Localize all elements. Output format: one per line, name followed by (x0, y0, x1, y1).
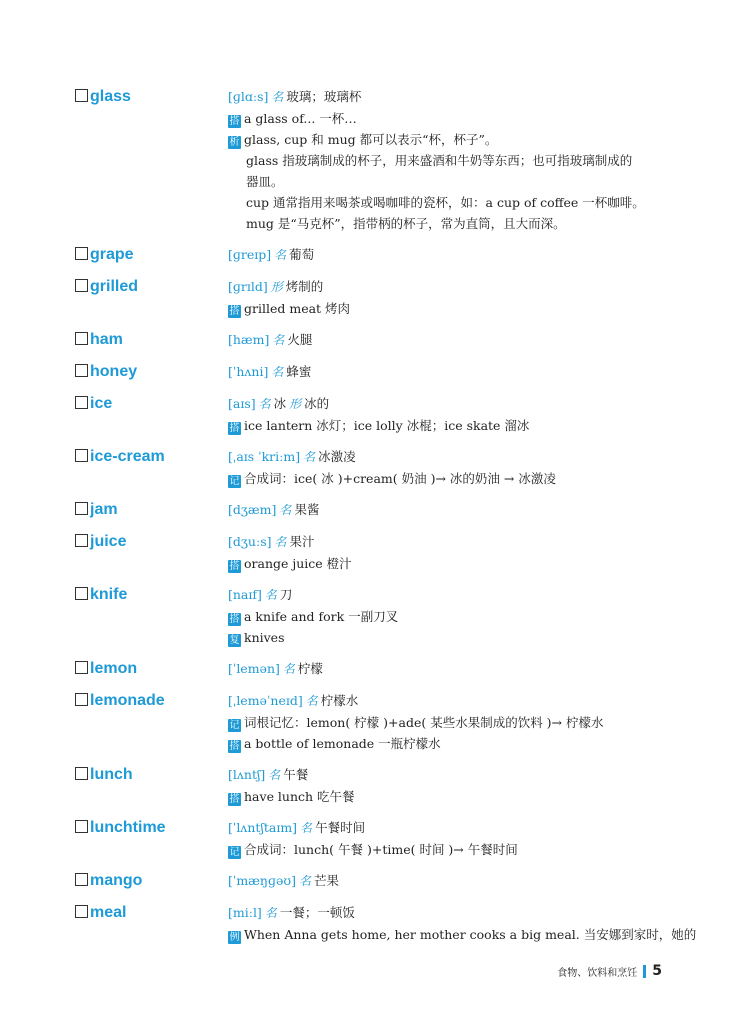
checkbox-icon[interactable] (75, 767, 88, 780)
part-of-speech: 名 (274, 248, 287, 262)
entry-headword (0, 329, 228, 351)
entry-body (228, 584, 678, 648)
phonetic: [ˌaɪs ˈkriːm] (228, 449, 301, 464)
phonetic: [dʒæm] (228, 502, 277, 517)
checkbox-icon[interactable] (75, 587, 88, 600)
checkbox-icon[interactable] (75, 247, 88, 260)
note-line (228, 415, 678, 436)
vocab-list (0, 86, 750, 955)
definition-line (228, 690, 678, 712)
note-line (228, 712, 678, 733)
part-of-speech: 名 (279, 503, 292, 517)
note-text: 合成词：ice( 冰 )+cream( 奶油 )→ 冰的奶油 → 冰激凌 (244, 471, 556, 486)
entry-headword (0, 870, 228, 892)
definition-line (228, 244, 678, 266)
definition-line (228, 584, 678, 606)
entry-body (228, 902, 697, 945)
definition-text: 冰激凌 (318, 449, 356, 464)
checkbox-icon[interactable] (75, 693, 88, 706)
part-of-speech: 名 (264, 588, 277, 602)
note-tag-icon: 搭 (229, 614, 240, 625)
footer-divider (643, 965, 646, 978)
entry-headword (0, 446, 228, 489)
definition-line (228, 393, 678, 415)
note-text: When Anna gets home, her mother cooks a big meal. 当安娜到家时，她的 (244, 927, 697, 942)
vocab-entry (0, 393, 750, 436)
headword-text: grilled (90, 278, 139, 295)
checkbox-icon[interactable] (75, 534, 88, 547)
definition-text: 冰的 (304, 396, 330, 411)
entry-headword (0, 86, 228, 234)
part-of-speech: 名 (264, 906, 277, 920)
entry-headword (0, 902, 228, 945)
entry-headword (0, 817, 228, 860)
phonetic: [dʒuːs] (228, 534, 272, 549)
note-text: glass, cup 和 mug 都可以表示“杯，杯子”。 (244, 132, 498, 147)
note-line (228, 298, 678, 319)
part-of-speech: 名 (303, 450, 316, 464)
entry-body (228, 86, 678, 234)
note-text: knives (244, 630, 285, 645)
phonetic: [ˈlʌntʃtaɪm] (228, 820, 298, 835)
note-text: orange juice 橙汁 (244, 556, 352, 571)
note-continuation (228, 213, 678, 234)
part-of-speech: 名 (274, 535, 287, 549)
definition-text: 玻璃；玻璃杯 (286, 89, 362, 104)
checkbox-icon[interactable] (75, 396, 88, 409)
headword-text: lemon (90, 660, 138, 677)
entry-body (228, 531, 678, 574)
note-text: a glass of... 一杯… (244, 111, 357, 126)
definition-text: 午餐时间 (315, 820, 366, 835)
definition-line (228, 329, 678, 351)
headword-text: lemonade (90, 692, 165, 709)
headword-text: ham (90, 331, 123, 348)
note-text: a bottle of lemonade 一瓶柠檬水 (244, 736, 441, 751)
vocab-entry (0, 764, 750, 807)
note-tag-icon: 搭 (229, 741, 240, 752)
entry-body (228, 329, 678, 351)
definition-text: 一餐；一顿饭 (279, 905, 355, 920)
phonetic: [aɪs] (228, 396, 256, 411)
checkbox-icon[interactable] (75, 332, 88, 345)
headword-text: jam (90, 501, 118, 518)
note-tag-icon: 搭 (229, 561, 240, 572)
entry-headword (0, 690, 228, 754)
definition-text: 冰 (273, 396, 287, 411)
vocab-entry (0, 584, 750, 648)
definition-text: 果酱 (294, 502, 320, 517)
note-line (228, 468, 678, 489)
definition-line (228, 902, 678, 924)
phonetic: [ˈmæŋɡəʊ] (228, 873, 296, 888)
note-line (228, 733, 678, 754)
vocab-entry (0, 276, 750, 319)
headword-text: glass (90, 88, 131, 105)
note-continuation (228, 150, 678, 171)
checkbox-icon[interactable] (75, 905, 88, 918)
definition-line (228, 446, 678, 468)
phonetic: [ˈhʌni] (228, 364, 269, 379)
note-line (228, 839, 678, 860)
headword-text: lunch (90, 766, 133, 783)
entry-body (228, 361, 678, 383)
definition-line (228, 361, 678, 383)
vocab-entry (0, 902, 750, 945)
definition-text: 蜂蜜 (286, 364, 312, 379)
definition-text: 葡萄 (289, 247, 315, 262)
entry-body (228, 446, 678, 489)
note-text: ice lantern 冰灯；ice lolly 冰棍；ice skate 溜冰 (244, 418, 530, 433)
note-tag-icon: 搭 (229, 794, 240, 805)
note-tag-icon: 搭 (229, 423, 240, 434)
phonetic: [lʌntʃ] (228, 767, 266, 782)
entry-body (228, 499, 678, 521)
definition-line (228, 870, 678, 892)
part-of-speech: 名 (305, 694, 318, 708)
page-footer (557, 963, 662, 979)
definition-text: 果汁 (289, 534, 315, 549)
note-line (228, 606, 678, 627)
checkbox-icon[interactable] (75, 449, 88, 462)
phonetic: [ɡlɑːs] (228, 89, 269, 104)
note-line (228, 786, 678, 807)
definition-line (228, 276, 678, 298)
note-line (228, 108, 678, 129)
headword-text: knife (90, 586, 128, 603)
vocab-entry (0, 86, 750, 234)
definition-text: 烤制的 (285, 279, 324, 294)
entry-body (228, 658, 678, 680)
note-text: grilled meat 烤肉 (244, 301, 351, 316)
vocab-entry (0, 531, 750, 574)
headword-text: meal (90, 904, 127, 921)
note-text: cup 通常指用来喝茶或喝咖啡的瓷杯，如：a cup of coffee 一杯咖啡。 (246, 195, 645, 210)
entry-headword (0, 276, 228, 319)
vocab-entry (0, 870, 750, 892)
part-of-speech: 名 (271, 365, 284, 379)
checkbox-icon[interactable] (75, 364, 88, 377)
note-tag-icon: 搭 (229, 116, 240, 127)
note-text: 词根记忆：lemon( 柠檬 )+ade( 某些水果制成的饮料 )→ 柠檬水 (244, 715, 604, 730)
note-tag-icon: 记 (229, 476, 240, 487)
note-text: 器皿。 (246, 174, 284, 189)
checkbox-icon[interactable] (75, 661, 88, 674)
part-of-speech: 名 (299, 874, 312, 888)
checkbox-icon[interactable] (75, 502, 88, 515)
part-of-speech: 名 (258, 397, 271, 411)
entry-headword (0, 764, 228, 807)
headword-text: grape (90, 246, 134, 263)
note-text: glass 指玻璃制成的杯子，用来盛酒和牛奶等东西；也可指玻璃制成的 (246, 153, 633, 168)
headword-text: honey (90, 363, 138, 380)
page-number: 5 (652, 963, 662, 979)
note-text: 合成词：lunch( 午餐 )+time( 时间 )→ 午餐时间 (244, 842, 518, 857)
checkbox-icon[interactable] (75, 279, 88, 292)
phonetic: [hæm] (228, 332, 270, 347)
note-tag-icon: 记 (229, 847, 240, 858)
definition-text: 柠檬 (297, 661, 323, 676)
definition-text: 柠檬水 (320, 693, 359, 708)
note-line (228, 553, 678, 574)
entry-body (228, 244, 678, 266)
entry-body (228, 817, 678, 860)
part-of-speech: 形 (270, 280, 283, 294)
phonetic: [ɡreɪp] (228, 247, 272, 262)
definition-text: 午餐 (283, 767, 309, 782)
entry-body (228, 276, 678, 319)
note-tag-icon: 记 (229, 720, 240, 731)
note-text: a knife and fork 一副刀叉 (244, 609, 399, 624)
part-of-speech: 名 (271, 90, 284, 104)
part-of-speech: 名 (282, 662, 295, 676)
entry-body (228, 870, 678, 892)
definition-text: 火腿 (287, 332, 313, 347)
phonetic: [miːl] (228, 905, 262, 920)
note-text: have lunch 吃午餐 (244, 789, 355, 804)
vocab-entry (0, 446, 750, 489)
headword-text: ice (90, 395, 113, 412)
definition-line (228, 658, 678, 680)
headword-text: mango (90, 872, 143, 889)
definition-line (228, 86, 678, 108)
note-tag-icon: 析 (229, 137, 240, 148)
vocab-entry (0, 658, 750, 680)
definition-line (228, 764, 678, 786)
headword-text: lunchtime (90, 819, 166, 836)
phonetic: [ˌleməˈneɪd] (228, 693, 303, 708)
vocab-entry (0, 690, 750, 754)
vocab-entry (0, 329, 750, 351)
part-of-speech: 名 (300, 821, 313, 835)
headword-text: ice-cream (90, 448, 165, 465)
definition-text: 刀 (279, 587, 293, 602)
entry-headword (0, 658, 228, 680)
footer-section-title: 食物、饮料和烹饪 (557, 967, 638, 979)
entry-headword (0, 531, 228, 574)
part-of-speech: 名 (268, 768, 281, 782)
vocab-entry (0, 499, 750, 521)
entry-headword (0, 584, 228, 648)
note-tag-icon: 搭 (229, 306, 240, 317)
vocab-entry (0, 817, 750, 860)
note-line (228, 924, 697, 945)
note-text: mug 是“马克杯”，指带柄的杯子，常为直筒，且大而深。 (246, 216, 566, 231)
vocab-entry (0, 244, 750, 266)
entry-headword (0, 244, 228, 266)
definition-text: 芒果 (314, 873, 340, 888)
note-continuation (228, 171, 678, 192)
note-tag-icon: 复 (229, 635, 240, 646)
phonetic: [ˈlemən] (228, 661, 280, 676)
checkbox-icon[interactable] (75, 873, 88, 886)
part-of-speech: 形 (289, 397, 302, 411)
entry-body (228, 764, 678, 807)
definition-line (228, 817, 678, 839)
definition-line (228, 499, 678, 521)
note-continuation (228, 192, 678, 213)
vocab-entry (0, 361, 750, 383)
entry-headword (0, 499, 228, 521)
entry-body (228, 393, 678, 436)
entry-body (228, 690, 678, 754)
phonetic: [ɡrɪld] (228, 279, 268, 294)
headword-text: juice (90, 533, 127, 550)
checkbox-icon[interactable] (75, 820, 88, 833)
note-line (228, 627, 678, 648)
note-line (228, 129, 678, 150)
checkbox-icon[interactable] (75, 89, 88, 102)
definition-line (228, 531, 678, 553)
part-of-speech: 名 (272, 333, 285, 347)
note-tag-icon: 例 (229, 932, 240, 943)
phonetic: [naɪf] (228, 587, 262, 602)
entry-headword (0, 361, 228, 383)
entry-headword (0, 393, 228, 436)
